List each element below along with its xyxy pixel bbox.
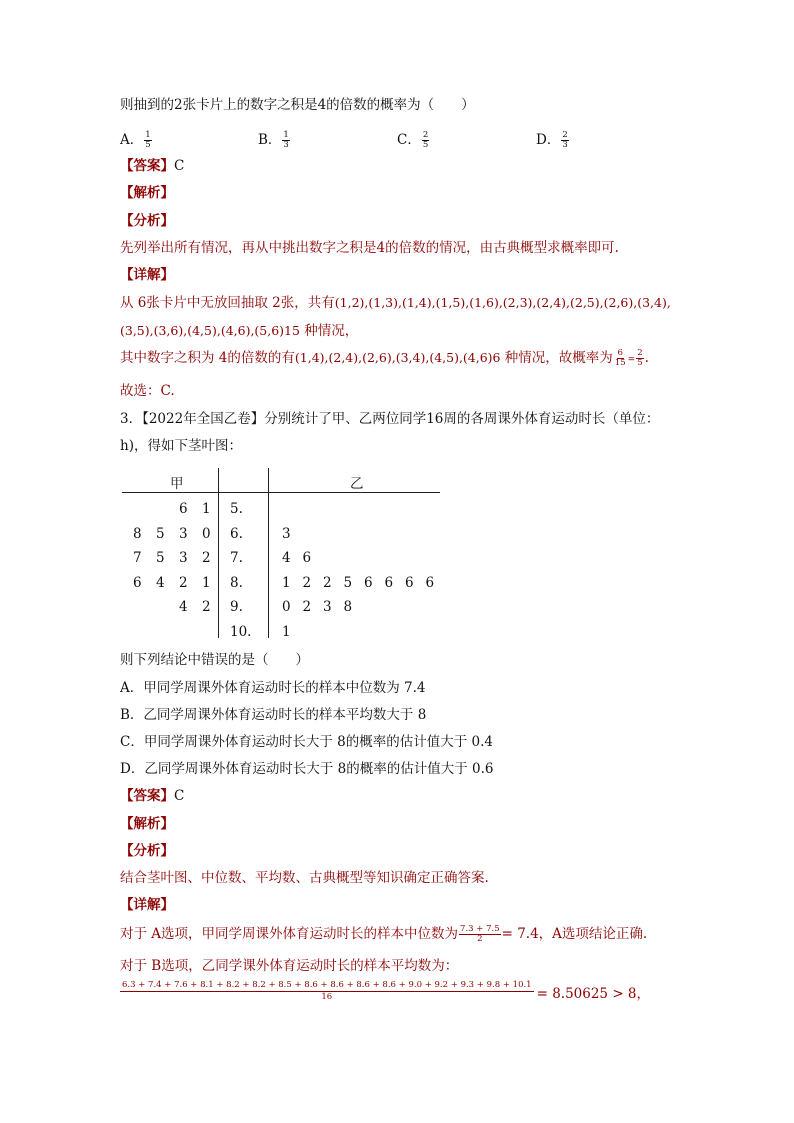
mean-result: = 8.50625 > 8，: [536, 985, 651, 1002]
q3-option-a-analysis: [120, 925, 647, 944]
q3-option-a: A．甲同学周课外体育运动时长的样本中位数为 7.4: [120, 680, 426, 696]
q2-option-b: [258, 128, 291, 150]
leaf-left: 3: [179, 525, 188, 542]
period: .: [644, 350, 649, 366]
answer-tag: 【答案】: [120, 158, 174, 174]
q3-prefix-2: h)，得如下茎叶图：: [120, 438, 242, 454]
q3-option-b-analysis: 对于 B选项，乙同学课外体育运动时长的样本平均数为：: [120, 958, 459, 974]
detail-text: 从 6张卡片中无放回抽取 2张，共有: [120, 295, 335, 311]
leaf-right: 8: [343, 599, 353, 615]
q3-option-d: D．乙同学周课外体育运动时长大于 8的概率的估计值大于 0.6: [120, 761, 494, 777]
option-label: B．: [258, 132, 282, 148]
leaf-right: 1: [282, 574, 291, 591]
leaf-right: 0: [282, 599, 291, 615]
q2-detail-2: [120, 322, 358, 340]
stem: 10.: [230, 623, 252, 640]
leaf-right: 5: [343, 574, 353, 591]
q3-answer-line: [120, 787, 184, 805]
stem: 5.: [230, 501, 243, 517]
leaf-left: 2: [179, 574, 188, 591]
pairs-list: (1,4),(2,4),(2,6),(3,4),(4,5),(4,6)6: [294, 350, 501, 365]
q3-prefix: [120, 410, 659, 428]
q3-fenxi-tag: 【分析】: [120, 843, 174, 859]
answer-value: C: [174, 158, 185, 174]
leaf-left: 6: [133, 574, 142, 591]
q2-option-c: [397, 128, 430, 150]
leaf-left: 2: [202, 599, 211, 615]
left-divider: [218, 468, 219, 638]
leaf-right: 2: [302, 574, 312, 591]
q3-question: 则下列结论中错误的是（ ）: [120, 652, 309, 668]
pairs-list: (1,2),(1,3),(1,4),(1,5),(1,6),(2,3),(2,4),(2,5),(2,6),(3,4),: [334, 295, 671, 310]
q2-question: 则抽到的2张卡片上的数字之积是4的倍数的概率为（ ）: [120, 97, 475, 113]
leaf-left: 6: [179, 501, 188, 517]
option-fraction: $\frac{1}{3}$: [283, 130, 289, 150]
header-rule: [122, 492, 440, 493]
stem: 9.: [230, 599, 243, 615]
median-fraction: $\frac{7.3 + 7.5}{2}$: [460, 924, 500, 944]
leaf-right: 6: [425, 574, 435, 591]
equals: =: [627, 355, 636, 365]
q3-fenxi-text: 结合茎叶图、中位数、平均数、古典概型等知识确定正确答案.: [120, 870, 489, 886]
prob-fraction: $\frac{6}{15}$: [614, 348, 626, 368]
q3-option-b: B．乙同学周课外体育运动时长的样本平均数大于 8: [120, 707, 427, 723]
leaf-right: 2: [323, 574, 332, 591]
q2-conclusion: 故选：C.: [120, 383, 175, 399]
option-fraction: $\frac{2}{3}$: [562, 130, 568, 150]
leaf-right: 6: [364, 574, 373, 591]
leaf-left: 5: [156, 550, 165, 566]
q2-detail-1: [120, 294, 671, 312]
leaf-left: 4: [179, 599, 188, 615]
q2-fenxi-text: 先列举出所有情况，再从中挑出数字之积是4的倍数的情况，由古典概型求概率即可.: [120, 240, 619, 256]
analysis-text: 对于 A选项，甲同学周课外体育运动时长的样本中位数为: [120, 926, 459, 942]
stem: 8.: [230, 574, 243, 591]
q2-answer-line: [120, 157, 184, 175]
leaf-left: 2: [202, 550, 211, 566]
leaf-left: 0: [202, 525, 211, 542]
stem: 7.: [230, 550, 243, 566]
q2-xiangjie-tag: 【详解】: [120, 267, 174, 283]
option-fraction: $\frac{1}{5}$: [145, 130, 151, 150]
detail-text: 种情况，故概率为: [500, 350, 613, 366]
leaf-right: 3: [323, 599, 332, 615]
q2-option-a: [120, 128, 153, 150]
leaf-left: 5: [156, 525, 165, 542]
q2-jiexi-tag: 【解析】: [120, 185, 174, 201]
q3-xiangjie-tag: 【详解】: [120, 897, 174, 913]
q2-detail-3: [120, 349, 649, 369]
analysis-text: = 7.4，A选项结论正确.: [501, 926, 648, 942]
left-header: 甲: [170, 476, 184, 492]
leaf-right: 6: [384, 574, 394, 591]
stem: 6.: [230, 525, 243, 542]
right-header: 乙: [350, 476, 364, 492]
answer-tag: 【答案】: [120, 788, 174, 804]
q2-fenxi-tag: 【分析】: [120, 213, 174, 229]
option-fraction: $\frac{2}{5}$: [422, 130, 429, 150]
prob-fraction-2: $\frac{2}{5}$: [637, 348, 643, 368]
leaf-left: 4: [156, 574, 165, 591]
right-divider: [268, 468, 269, 638]
pairs-list: (3,5),(3,6),(4,5),(4,6),(5,6)15: [120, 323, 300, 338]
option-label: D．: [536, 132, 561, 148]
answer-value: C: [174, 788, 185, 804]
leaf-right: 6: [302, 550, 312, 566]
mean-formula: [120, 980, 650, 1003]
leaf-right: 6: [405, 574, 414, 591]
leaf-right: 4: [282, 550, 291, 566]
mean-fraction: 6.3 + 7.4 + 7.6 + 8.1 + 8.2 + 8.2 + 8.5 + 8.6 + 8.6 + 8.6 + 8.6 + 9.0 + 9.2 + 9.3 + 9.8 + 10.1 16: [122, 980, 532, 1002]
detail-text: 其中数字之积为 4的倍数的有: [120, 350, 295, 366]
leaf-right: 2: [302, 599, 312, 615]
q3-jiexi-tag: 【解析】: [120, 816, 174, 832]
q3-stem-text: 3．【2022年全国乙卷】分别统计了甲、乙两位同学16周的各周课外体育运动时长（单位：: [120, 411, 660, 427]
option-label: A．: [120, 132, 144, 148]
q2-option-d: [536, 128, 570, 150]
stem-leaf-plot: [122, 468, 440, 638]
option-label: C．: [397, 132, 421, 148]
leaf-right: 1: [282, 623, 291, 640]
detail-text: 种情况，: [299, 323, 359, 339]
leaf-left: 1: [202, 574, 211, 591]
leaf-left: 3: [179, 550, 188, 566]
q3-option-c: C．甲同学周课外体育运动时长大于 8的概率的估计值大于 0.4: [120, 734, 493, 750]
leaf-left: 8: [133, 525, 142, 542]
leaf-right: 3: [282, 525, 291, 542]
leaf-left: 7: [133, 550, 142, 566]
leaf-left: 1: [202, 501, 211, 517]
